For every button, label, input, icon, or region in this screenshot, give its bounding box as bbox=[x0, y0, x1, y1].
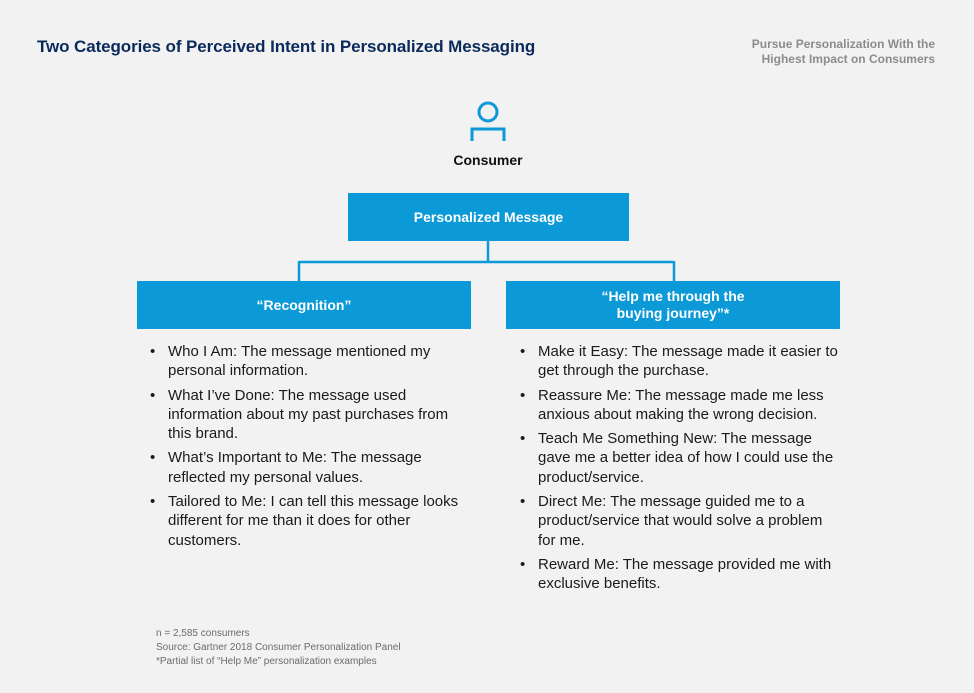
footnote-sample-size: n = 2,585 consumers bbox=[156, 628, 250, 639]
list-item: • What’s Important to Me: The message reflected my personal values. bbox=[149, 448, 467, 487]
personalized-message-box bbox=[348, 193, 629, 241]
recognition-box bbox=[137, 281, 471, 329]
list-item: • Tailored to Me: I can tell this message looks different for me than it does for other customers. bbox=[149, 492, 467, 550]
help-me-label-line-1: “Help me through the bbox=[601, 288, 745, 304]
footnotes bbox=[156, 627, 401, 669]
list-item: • Reassure Me: The message made me less anxious about making the wrong decision. bbox=[519, 386, 841, 425]
recognition-label: “Recognition” bbox=[256, 296, 352, 313]
section-subtitle-line-2: Highest Impact on Consumers bbox=[761, 52, 935, 66]
section-subtitle-line-1: Pursue Personalization With the bbox=[751, 37, 935, 51]
consumer-label: Consumer bbox=[453, 152, 523, 168]
list-item: • Who I Am: The message mentioned my personal information. bbox=[149, 342, 467, 381]
list-item: • Direct Me: The message guided me to a product/service that would solve a problem for me. bbox=[519, 492, 841, 550]
recognition-list bbox=[149, 342, 467, 555]
list-item: • What I’ve Done: The message used information about my past purchases from this brand. bbox=[149, 386, 467, 444]
list-item: • Teach Me Something New: The message gave me a better idea of how I could use the product/service. bbox=[519, 429, 841, 487]
list-item: • Make it Easy: The message made it easier to get through the purchase. bbox=[519, 342, 841, 381]
page-title: Two Categories of Perceived Intent in Personalized Messaging bbox=[37, 37, 536, 56]
help-me-list bbox=[519, 342, 841, 599]
list-item: • Reward Me: The message provided me with exclusive benefits. bbox=[519, 555, 841, 594]
footnote-source: Source: Gartner 2018 Consumer Personalization Panel bbox=[156, 642, 401, 653]
help-me-label-line-2: buying journey”* bbox=[616, 305, 730, 321]
help-me-box bbox=[506, 281, 840, 329]
footnote-partial-list: *Partial list of “Help Me” personalization examples bbox=[156, 656, 377, 667]
personalized-message-label: Personalized Message bbox=[413, 208, 564, 225]
